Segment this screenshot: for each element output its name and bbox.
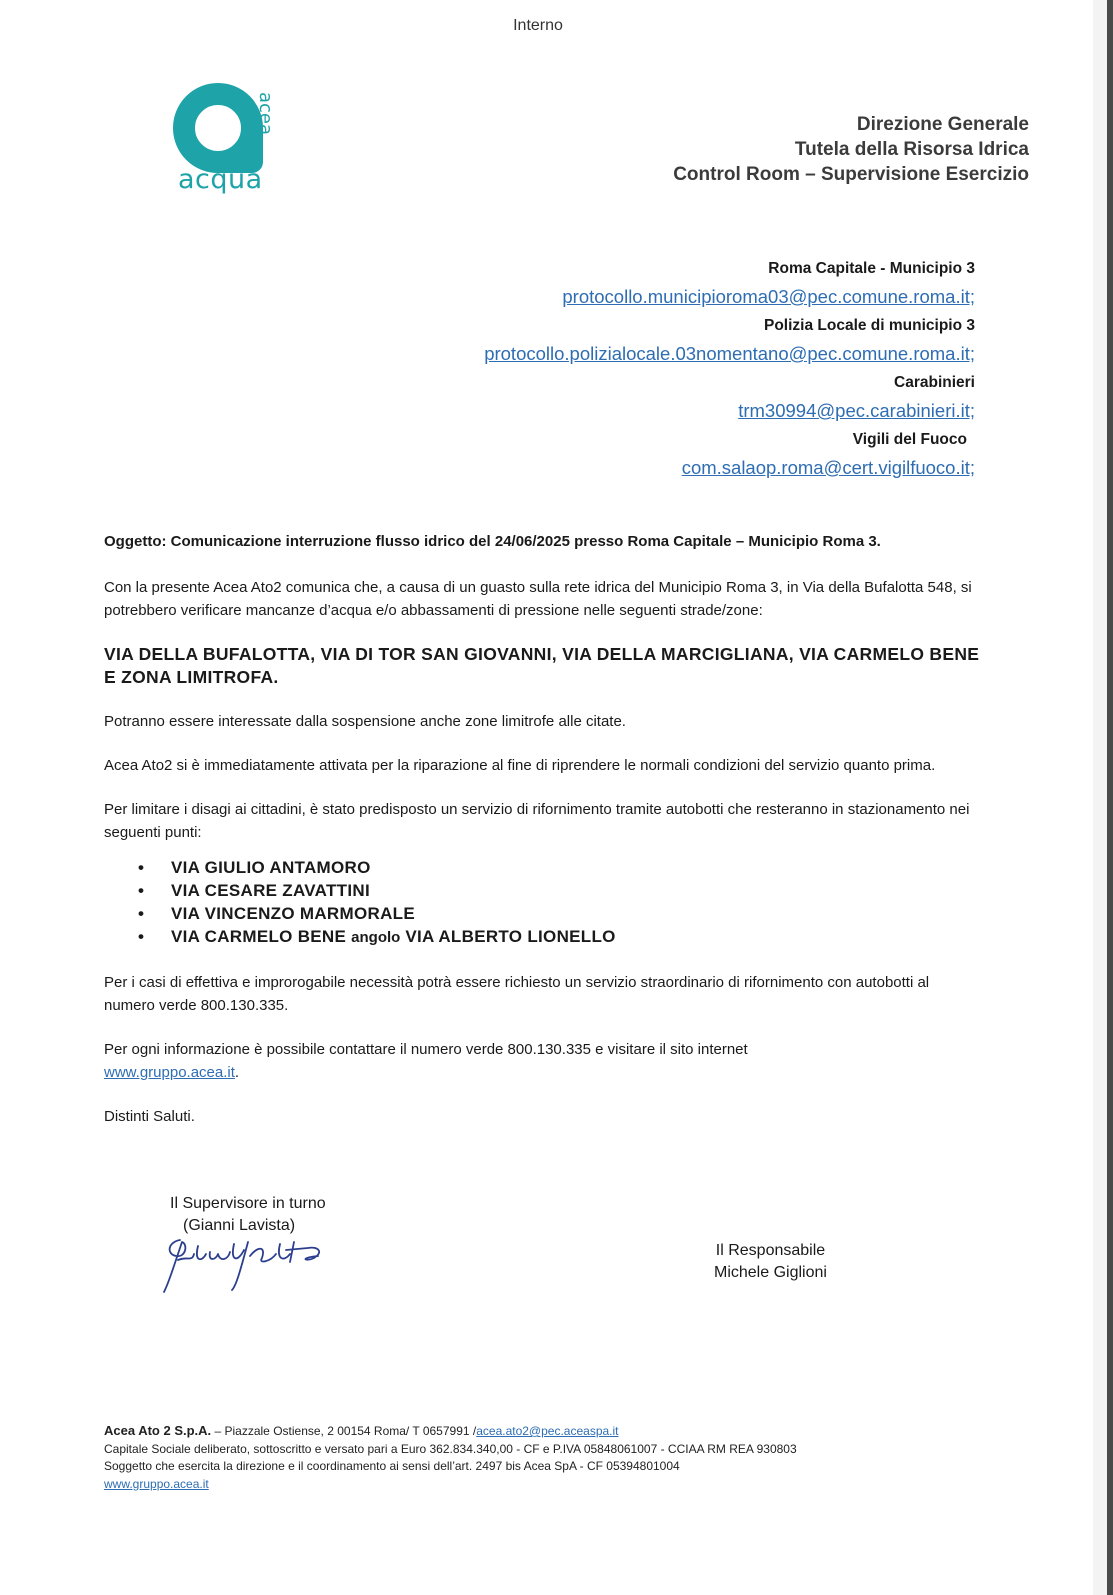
supervisor-title: Il Supervisore in turno: [170, 1195, 326, 1212]
list-item-street: VIA ALBERTO LIONELLO: [405, 927, 616, 946]
affected-zones: VIA DELLA BUFALOTTA, VIA DI TOR SAN GIOVANNI, VIA DELLA MARCIGLIANA, VIA CARMELO BENE E ZONA LIMITROFA.: [104, 644, 980, 687]
department-line: Control Room – Supervisione Esercizio: [673, 164, 1029, 185]
footer-line: Soggetto che esercita la direzione e il coordinamento ai sensi dell’art. 2497 bis Acea SpA - CF 05394801004: [104, 1459, 680, 1473]
website-suffix: .: [234, 1064, 240, 1081]
footer-line: [104, 1422, 797, 1441]
department-header: [673, 112, 1029, 187]
info-paragraph: [104, 1038, 984, 1084]
website-link[interactable]: www.gruppo.acea.it: [104, 1064, 235, 1081]
responsible-title: Il Responsabile: [715, 1242, 826, 1259]
recipients-block: [484, 258, 975, 486]
intro-paragraph: Con la presente Acea Ato2 comunica che, a causa di un guasto sulla rete idrica del Municipio Roma 3, in Via della Bufalotta 548, si potrebbero verificare mancanze d’acqua e/o abbassamenti di pressione nelle seguenti strade/zone:: [104, 579, 972, 619]
list-item-connector: angolo: [351, 929, 401, 946]
info-text: Per ogni informazione è possibile contattare il numero verde 800.130.335 e visitare il sito internet: [104, 1041, 748, 1058]
list-item: [104, 925, 984, 949]
recipient-name: Carabinieri: [894, 374, 975, 391]
list-item-street: VIA CARMELO BENE: [171, 927, 347, 946]
responsible-name: Michele Giglioni: [714, 1264, 827, 1281]
letter-body: [104, 530, 984, 1149]
internal-label: Interno: [513, 17, 563, 34]
recipient-name: Vigili del Fuoco: [852, 431, 967, 448]
supervisor-block: [170, 1193, 326, 1237]
list-item: • VIA VINCENZO MARMORALE: [104, 902, 984, 925]
logo-vertical-text: acea: [255, 92, 276, 136]
list-item: • VIA CESARE ZAVATTINI: [104, 879, 984, 902]
recipient-name: Polizia Locale di municipio 3: [763, 317, 975, 334]
footer-pec-link[interactable]: acea.ato2@pec.aceaspa.it: [476, 1424, 619, 1438]
closing: Distinti Saluti.: [104, 1108, 195, 1125]
responsible-block: [714, 1240, 827, 1284]
subject-line: Oggetto: Comunicazione interruzione flusso idrico del 24/06/2025 presso Roma Capitale – Municipio Roma 3.: [104, 533, 881, 550]
supervisor-name: (Gianni Lavista): [183, 1217, 296, 1234]
recipient-name: Roma Capitale - Municipio 3: [768, 260, 975, 277]
tankers-paragraph: Per limitare i disagi ai cittadini, è stato predisposto un servizio di rifornimento tramite autobotti che resteranno in stazionamento nei seguenti punti:: [104, 801, 970, 841]
recipient-email-link[interactable]: protocollo.polizialocale.03nomentano@pec.comune.roma.it;: [484, 343, 975, 364]
footer-company: Acea Ato 2 S.p.A.: [104, 1423, 212, 1438]
repair-paragraph: Acea Ato2 si è immediatamente attivata per la riparazione al fine di riprendere le normali condizioni del servizio quanto prima.: [104, 757, 936, 774]
nearby-paragraph: Potranno essere interessate dalla sospensione anche zone limitrofe alle citate.: [104, 713, 626, 730]
department-line: Direzione Generale: [856, 114, 1029, 135]
list-item: • VIA GIULIO ANTAMORO: [104, 856, 984, 879]
logo-wordmark: acqua: [178, 164, 263, 195]
extra-service-paragraph: Per i casi di effettiva e improrogabile necessità potrà essere richiesto un servizio straordinario di rifornimento con autobotti al numero verde 800.130.335.: [104, 974, 930, 1014]
signature-image: [158, 1232, 333, 1297]
recipient-email-link[interactable]: com.salaop.roma@cert.vigilfuoco.it;: [681, 457, 975, 478]
page-edge: [1107, 0, 1113, 1595]
footer-site-link[interactable]: www.gruppo.acea.it: [104, 1476, 209, 1491]
tanker-points-list: [104, 856, 984, 949]
recipient-email-link[interactable]: protocollo.municipioroma03@pec.comune.roma.it;: [562, 286, 975, 307]
page-edge-shadow: [1093, 0, 1107, 1595]
footer: [104, 1422, 797, 1493]
footer-line: Capitale Sociale deliberato, sottoscritto e versato pari a Euro 362.834.340,00 - CF e P.IVA 05848061007 - CCIAA RM REA 930803: [104, 1441, 797, 1456]
recipient-email-link[interactable]: trm30994@pec.carabinieri.it;: [738, 400, 975, 421]
footer-address: – Piazzale Ostiense, 2 00154 Roma/ T 0657991 /: [211, 1424, 477, 1438]
department-line: Tutela della Risorsa Idrica: [794, 139, 1029, 160]
